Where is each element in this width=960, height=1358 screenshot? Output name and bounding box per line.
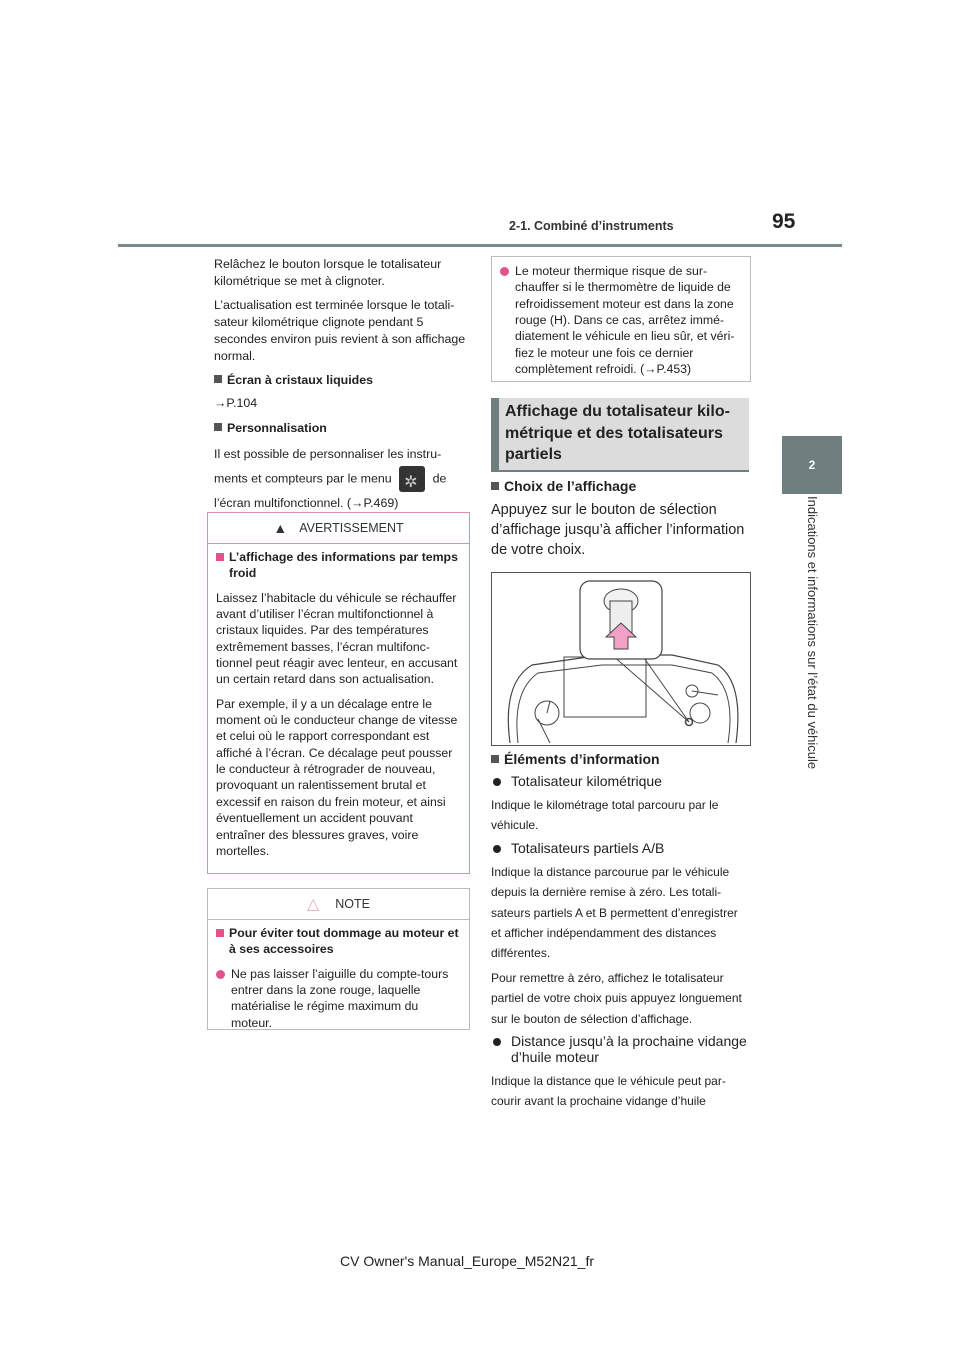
note-box: [207, 888, 470, 1030]
left-column: [214, 256, 466, 524]
instrument-cluster-illustration: [491, 572, 751, 746]
footer-manual-id: CV Owner's Manual_Europe_M52N21_fr: [340, 1253, 595, 1269]
note-item: Ne pas laisser l’aiguille du compte-tours entrer dans la zone rouge, laquelle matérialise le régime maximum du moteur.: [216, 966, 461, 1031]
warning-subheading: L’affichage des informations par temps froid: [216, 549, 461, 582]
item-heading: Totalisateur kilométrique: [491, 773, 749, 789]
lcd-heading: Écran à cristaux liquides: [214, 372, 466, 389]
square-bullet-icon: [214, 375, 222, 383]
personalisation-text: Il est possible de personnaliser les instruments et compteurs par le menu ✲ de l’écran multifonctionnel. (→P.469): [214, 443, 466, 516]
dot-bullet-icon: [493, 845, 501, 853]
square-bullet-icon: [491, 482, 499, 490]
choice-heading: Choix de l’affichage: [491, 478, 749, 494]
item-paragraph: Indique la distance que le véhicule peut parcourir avant la prochaine vidange d’huile: [491, 1073, 726, 1109]
warning-paragraph: Laissez l’habitacle du véhicule se réchauffer avant d’utiliser l’écran multifonctionnel à cristaux liquides. Par des températures extrêmement basses, l’écran multifonctionnel peut réagir avec lenteur, en accusant un certain retard dans son actualisation.: [216, 590, 458, 687]
dot-bullet-icon: [493, 1038, 501, 1046]
chapter-side-label: [782, 496, 842, 836]
item-heading: Totalisateurs partiels A/B: [491, 840, 749, 856]
section-title-bar: [491, 398, 499, 470]
chapter-title: Indications et informations sur l’état du véhicule: [805, 496, 820, 770]
section-reference: 2-1. Combiné d’instruments: [509, 219, 674, 233]
continued-warning-box: [491, 256, 751, 382]
item-heading: Distance jusqu’à la prochaine vidange d’huile moteur: [491, 1033, 749, 1065]
square-bullet-icon: [216, 929, 224, 937]
dot-bullet-icon: [493, 778, 501, 786]
dot-bullet-icon: [216, 970, 225, 979]
paragraph: L’actualisation est terminée lorsque le totalisateur kilométrique clignote pendant 5 secondes environ puis revient à son affichage normal.: [214, 298, 466, 363]
right-column: [491, 478, 749, 560]
dot-bullet-icon: [500, 267, 509, 276]
square-bullet-icon: [491, 755, 499, 763]
section-title-rule: [491, 470, 749, 472]
item-paragraph: Indique le kilométrage total parcouru par le véhicule.: [491, 798, 719, 833]
square-bullet-icon: [216, 553, 224, 561]
note-subheading: Pour éviter tout dommage au moteur et à ses accessoires: [216, 925, 461, 958]
warning-box: [207, 512, 470, 874]
warning-item: Le moteur thermique risque de surchauffer si le thermomètre de liquide de refroidissement moteur est dans la zone rouge (H). Dans ce cas, arrêtez immédiatement le véhicule en lieu sûr, et vérifiez le moteur une fois ce dernier complètement refroidi. (→P.453): [492, 257, 750, 383]
settings-gear-icon: [399, 466, 425, 492]
paragraph: Relâchez le bouton lorsque le totalisateur kilométrique se met à clignoter.: [214, 257, 442, 288]
warning-triangle-icon: ▲: [273, 520, 288, 536]
warning-header: ▲ AVERTISSEMENT: [208, 513, 469, 544]
elements-heading: Éléments d’information: [491, 751, 749, 767]
page-number: 95: [772, 210, 796, 233]
section-title-block: [491, 398, 749, 470]
caution-triangle-icon: △: [306, 896, 320, 913]
choice-paragraph: Appuyez sur le bouton de sélection d’affichage jusqu’à afficher l’information de votre choix.: [491, 502, 745, 558]
note-header: △ NOTE: [208, 889, 469, 920]
cluster-drawing: [492, 573, 750, 745]
item-paragraph: Pour remettre à zéro, affichez le totalisateur partiel de votre choix puis appuyez longuement sur le bouton de sélection d’affichage.: [491, 970, 742, 1026]
lcd-page-ref[interactable]: →P.104: [214, 396, 258, 411]
section-title: Affichage du totalisateur kilométrique et des totalisateurs partiels: [505, 403, 730, 464]
warning-paragraph: Par exemple, il y a un décalage entre le moment où le conducteur change de vitesse et celui où le rapport correspondant est affiché à l’écran. Ce décalage peut pousser le conducteur à rétrograder de nouveau, provoquant un ralentissement brutal et excessif en raison du frein moteur, et ainsi éventuellement un accident pouvant entraîner des blessures graves, voire mortelles.: [216, 696, 458, 858]
header-rule: [118, 244, 842, 247]
square-bullet-icon: [214, 423, 222, 431]
chapter-tab: 2: [782, 436, 842, 494]
personalisation-heading: Personnalisation: [214, 420, 466, 437]
information-items: [491, 751, 749, 1116]
item-paragraph: Indique la distance parcourue par le véhicule depuis la dernière remise à zéro. Les totalisateurs partiels A et B permettent d’enregistrer et afficher indépendamment des distances différentes.: [491, 864, 738, 961]
